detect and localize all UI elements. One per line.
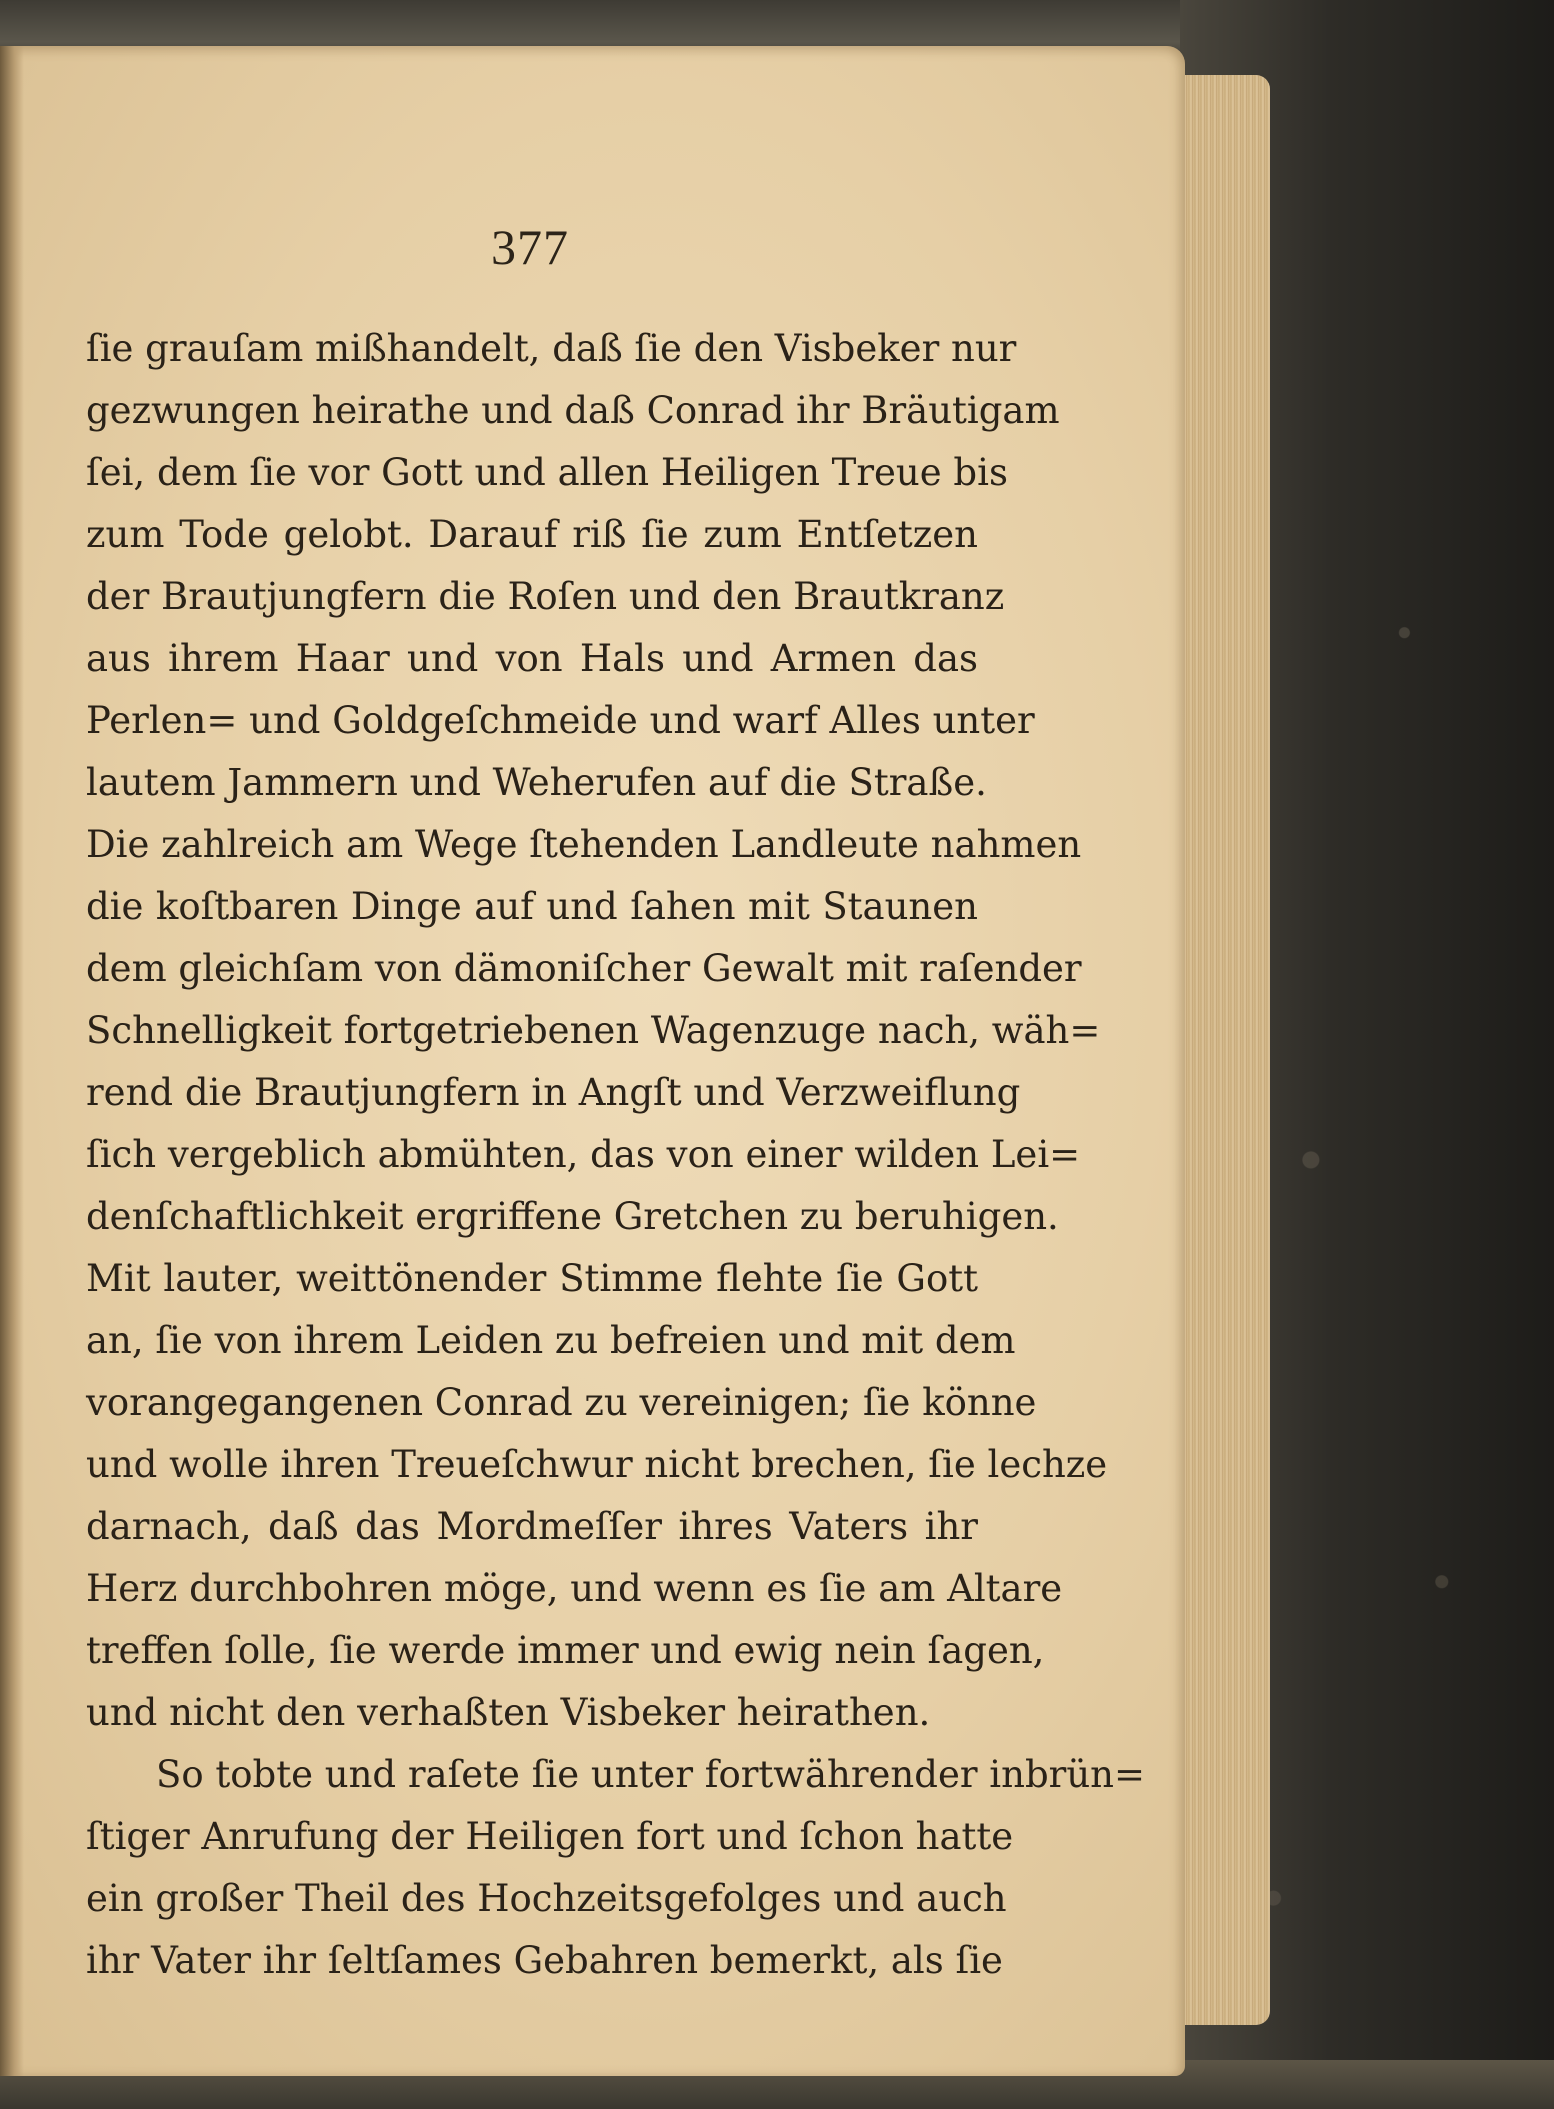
text-line: darnach, daß das Mordmeſſer ihres Vaters ihr	[86, 1505, 978, 1548]
text-line: dem gleichſam von dämoniſcher Gewalt mit raſender	[86, 947, 1082, 990]
page-number: 377	[491, 219, 569, 275]
text-line: vorangegangenen Conrad zu vereinigen; ſie könne	[86, 1381, 1037, 1424]
text-line: der Brautjungfern die Roſen und den Brautkranz	[86, 575, 1005, 618]
text-line: ein großer Theil des Hochzeitsgefolges und auch	[86, 1877, 1007, 1920]
text-line: ſei, dem ſie vor Gott und allen Heiligen Treue bis	[86, 451, 1008, 494]
text-line: ihr Vater ihr ſeltſames Gebahren bemerkt, als ſie	[86, 1939, 1003, 1982]
text-line: denſchaftlichkeit ergriffene Gretchen zu beruhigen.	[86, 1195, 1059, 1238]
text-line: So tobte und raſete ſie unter fortwährender inbrün=	[156, 1753, 1145, 1796]
text-line: an, ſie von ihrem Leiden zu befreien und mit dem	[86, 1319, 1016, 1362]
text-line: die koſtbaren Dinge auf und ſahen mit Staunen	[86, 885, 978, 928]
text-line: und wolle ihren Treueſchwur nicht brechen, ſie lechze	[86, 1443, 1108, 1486]
text-line: ſie grauſam mißhandelt, daß ſie den Visbeker nur	[86, 327, 1017, 370]
text-line: ſich vergeblich abmühten, das von einer wilden Lei=	[86, 1133, 1081, 1176]
text-line: Schnelligkeit fortgetriebenen Wagenzuge nach, wäh=	[86, 1009, 1101, 1052]
text-line: lautem Jammern und Weherufen auf die Straße.	[86, 761, 987, 804]
text-line: Die zahlreich am Wege ſtehenden Landleute nahmen	[86, 823, 1082, 866]
text-line: rend die Brautjungfern in Angſt und Verzweiflung	[86, 1071, 1021, 1114]
text-line: Mit lauter, weittönender Stimme flehte ſie Gott	[86, 1257, 978, 1300]
text-line: und nicht den verhaßten Visbeker heirathen.	[86, 1691, 931, 1734]
text-line: gezwungen heirathe und daß Conrad ihr Bräutigam	[86, 389, 1060, 432]
page-gutter	[0, 46, 24, 2076]
body-text	[86, 318, 1145, 1992]
text-line: treffen ſolle, ſie werde immer und ewig nein ſagen,	[86, 1629, 1045, 1672]
page-edges	[1175, 75, 1270, 2025]
text-line: Perlen= und Goldgeſchmeide und warf Alles unter	[86, 699, 1035, 742]
text-line: ſtiger Anrufung der Heiligen fort und ſchon hatte	[86, 1815, 1014, 1858]
text-line: Herz durchbohren möge, und wenn es ſie am Altare	[86, 1567, 1063, 1610]
text-line: aus ihrem Haar und von Hals und Armen das	[86, 637, 978, 680]
text-line: zum Tode gelobt. Darauf riß ſie zum Entſetzen	[86, 513, 978, 556]
